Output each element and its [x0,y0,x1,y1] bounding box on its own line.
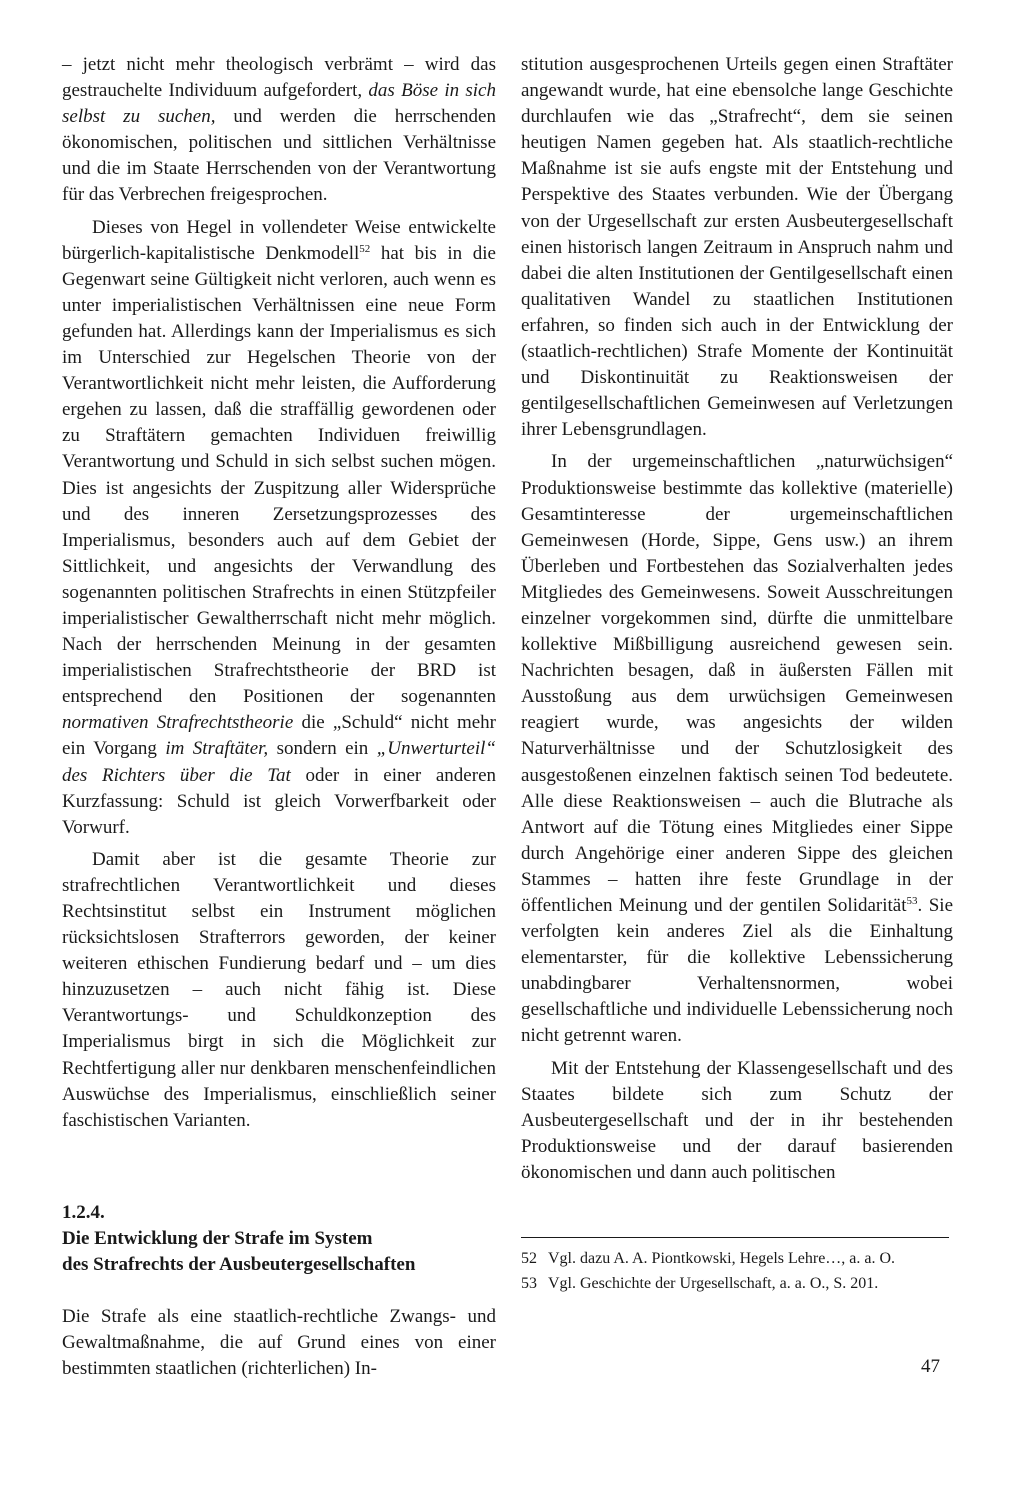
right-column [521,52,953,1186]
footnote [521,1248,953,1270]
paragraph: Damit aber ist die gesamte Theorie zur strafrechtlichen Verantwortlichkeit und dieses Rechtsinstitut selbst ein Instrument möglichen rücksichtslosen Strafterrors geworden, der keiner weiteren ethischen Fundierung bedarf und – um dies hinzuzusetzen – auch nicht fähig ist. Diese Verantwortungs- und Schuldkonzeption des Imperialismus birgt in sich die Möglichkeit zur Rechtfertigung aller nur denkbaren menschenfeindlichen Auswüchse des Imperialismus, einschließlich seiner faschistischen Varianten. [62,848,496,1131]
paragraph: – jetzt nicht mehr theologisch verbrämt – wird das gestrauchelte Individuum aufgefordert, das Böse in sich selbst zu suchen, und werden die herrschenden ökonomischen, politischen und sittlichen Verhältnisse und die im Staate Herrschenden von der Verantwortung für das Verbrechen freigesprochen. [62,54,496,206]
emphasis: normativen Strafrechtstheorie [62,712,294,734]
paragraph: stitution ausgesprochenen Urteils gegen einen Straftäter angewandt wurde, hat eine ebensolche lange Geschichte durchlaufen wie das „Strafrecht“, dem sie seinen heutigen Namen gegeben hat. Als staatlich-rechtliche Maßnahme ist sie aufs engste mit der Entstehung und Perspektive des Staates verbunden. Wie der Übergang von der Urgesellschaft zur ersten Ausbeutergesellschaft einen historisch langen Zeitraum in Anspruch nahm und dabei die alten Institutionen der Gentilgesellschaft einen qualitativen Wandel zu staatlichen Institutionen erfahren, so finden sich auch in der Entwicklung der (staatlich-rechtlichen) Strafe Momente der Kontinuität und Diskontinuität zu Reaktionsweisen der gentilgesellschaftlichen Gemeinwesen auf Verletzungen ihrer Lebensgrundlagen. [521,54,953,441]
emphasis: im Straftäter, [165,738,269,760]
paragraph: Mit der Entstehung der Klassengesellschaft und des Staates bildete sich zum Schutz der Ausbeutergesellschaft und der in ihr bestehenden Produktionsweise und der darauf basierenden ökonomischen und dann auch politischen [521,1057,953,1183]
footnote-divider [521,1237,949,1238]
footnote-ref: 53 [906,895,918,907]
footnote-number: 53 [521,1275,537,1292]
emphasis: das Böse in sich selbst zu suchen, [62,80,496,128]
left-column [62,52,496,1382]
page-number: 47 [921,1356,940,1377]
footnotes [521,1248,953,1298]
section-heading [62,1200,496,1278]
paragraph: In der urgemeinschaftlichen „naturwüchsigen“ Produktionsweise bestimmte das kollektive (materielle) Gesamtinteresse der urgemeinschaftlichen Gemeinwesen (Horde, Sippe, Gens usw.) an ihrem Überleben und Fortbestehen das Sozialverhalten jedes Mitgliedes des Gemeinwesens. Soweit Ausschreitungen einzelner vorgekommen sind, dürfte die unmittelbare kollektive Mißbilligung ausreichend gewesen sein. Nachrichten besagen, daß in äußersten Fällen mit Ausstoßung aus dem urwüchsigen Gemeinwesen reagiert wurde, was angesichts der wilden Naturverhältnisse und der Schutzlosigkeit des ausgestoßenen einzelnen faktisch seinen Tod bedeutete. Alle diese Reaktionsweisen – auch die Blutrache als Antwort auf die Tötung eines Mitgliedes einer Sippe durch Angehörige einer anderen Sippe des gleichen Stammes – hatten ihre feste Grundlage in der öffentlichen Meinung und der gentilen Solidarität$^{53}$. Sie verfolgten kein anderes Ziel als die Einhaltung elementarster, für die kollektive Lebenssicherung unabdingbarer Verhaltensnormen, wobei gesellschaftliche und individuelle Lebenssicherung noch nicht getrennt waren. [521,451,954,1047]
section-title-line: Die Entwicklung der Strafe im System [62,1227,373,1249]
paragraph: Die Strafe als eine staatlich-rechtliche Zwangs- und Gewaltmaßnahme, die auf Grund eines von einer bestimmten staatlichen (richterlichen) In- [62,1305,496,1380]
footnote-text: Vgl. dazu A. A. Piontkowski, Hegels Lehre…, a. a. O. [548,1250,896,1267]
section-number: 1.2.4. [62,1201,105,1223]
footnote-number: 52 [521,1250,537,1267]
footnote-text: Vgl. Geschichte der Urgesellschaft, a. a. O., S. 201. [548,1275,879,1292]
section-title-line: des Strafrechts der Ausbeutergesellschaften [62,1253,416,1275]
emphasis: „Unwerturteil“ des Richters über die Tat [62,738,496,786]
paragraph: Dieses von Hegel in vollendeter Weise entwickelte bürgerlich-kapitalistische Denkmodell$^{52}$ hat bis in die Gegenwart seine Gültigkeit nicht verloren, auch wenn es unter imperialistischen Verhältnissen eine neue Form gefunden hat. Allerdings kann der Imperialismus es sich im Unterschied zur Hegelschen Theorie von der Verantwortlichkeit nicht mehr leisten, die Aufforderung ergehen zu lassen, daß die straffällig gewordenen oder zu Straftätern gemachten Individuen freiwillig Verantwortung und Schuld in sich selbst suchen mögen. Dies ist angesichts der Zuspitzung aller Widersprüche und des inneren Zersetzungsprozesses des Imperialismus, besonders auch auf dem Gebiet der Sittlichkeit, und angesichts der Verwandlung des sogenannten politischen Strafrechts in einen Stützpfeiler imperialistischer Gewaltherrschaft nicht mehr möglich. Nach der herrschenden Meinung in der gesamten imperialistischen Strafrechtstheorie der BRD ist entsprechend den Positionen der sogenannten normativen Strafrechtstheorie die „Schuld“ nicht mehr ein Vorgang im Straftäter, sondern ein „Unwerturteil“ des Richters über die Tat oder in einer anderen Kurzfassung: Schuld ist gleich Vorwerfbarkeit oder Vorwurf. [62,216,496,838]
footnote-ref: 52 [359,242,371,255]
footnote [521,1273,953,1295]
